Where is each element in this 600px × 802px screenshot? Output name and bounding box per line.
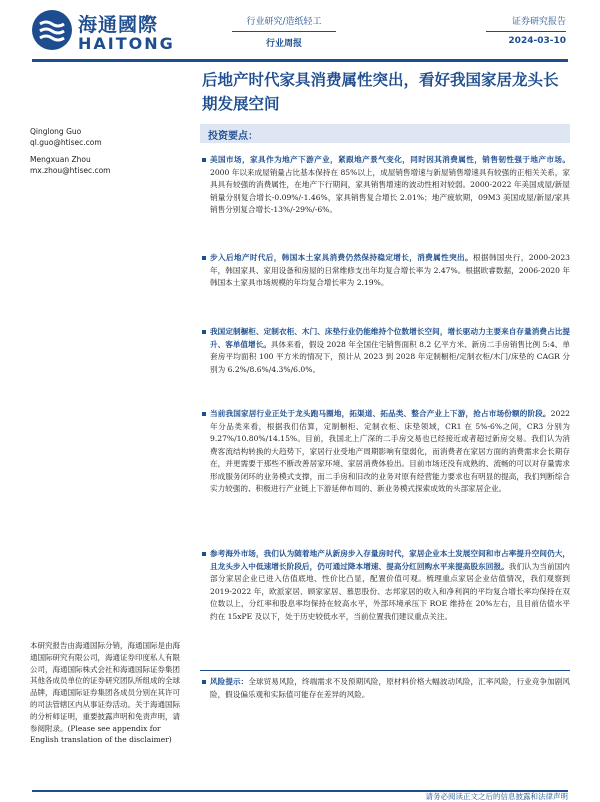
haitong-logo-icon — [32, 10, 72, 50]
header-doc-type: 证券研究报告 — [486, 14, 566, 32]
logo-english-name: HAITONG — [78, 34, 175, 53]
bullet-headline: 步入后地产时代后，韩国本土家具消费仍然保持稳定增长，消费属性突出。 — [210, 253, 473, 262]
distribution-disclaimer: 本研究报告由海通国际分销，海通国际是由海通国际研究有限公司，海通证券印度私人有限公司，海通国际株式会社和海通国际证券集团其他各成员单位的证券研究团队所组成的全球品牌，海通国际证券集团各成员分别在其许可的司法管辖区内从事证券活动。关于海通国际的分析师证明，重要披露声明和免责声明，请参阅附录。(Please see appendix for English translation of the disclaimer) — [30, 641, 180, 745]
header-date: 2024-03-10 — [508, 36, 566, 46]
risk-warning — [200, 676, 570, 701]
bullet-icon — [202, 330, 206, 334]
section-title: 投资要点： — [208, 131, 258, 142]
analyst-email[interactable]: mx.zhou@htisec.com — [30, 166, 111, 175]
bullet-icon — [202, 680, 206, 684]
bullet-point — [200, 252, 570, 290]
header-report-type: 行业周报 — [265, 39, 302, 49]
bullet-icon — [202, 552, 206, 556]
bullet-headline: 参考海外市场，我们认为随着地产从新房步入存量房时代，家居企业本土发展空间和市占率提升空间仍大，且龙头步入中低速增长阶段后，仍可通过降本增速、提高分红回购水平来提高股东回报。 — [210, 549, 570, 571]
company-logo — [32, 8, 190, 54]
header-category: 行业研究/造纸轻工 — [232, 14, 336, 32]
header-divider — [32, 59, 568, 62]
header-category-block — [232, 14, 336, 49]
analyst-email[interactable]: ql.guo@htisec.com — [30, 138, 102, 147]
bullet-headline: 我国定制橱柜、定制衣柜、木门、床垫行业仍能维持个位数增长空间，增长驱动力主要来自存量消费占比提升、客单值增长。 — [210, 327, 570, 349]
risk-divider — [200, 670, 570, 671]
header-doc-block — [486, 14, 566, 46]
bullet-icon — [202, 158, 206, 162]
investment-highlights-header — [200, 124, 570, 143]
bullet-point — [200, 408, 570, 496]
bullet-body: 2000 年以来成屋销量占比基本保持在 85%以上，成屋销售增速与新屋销售增速具有较强的正相关关系，家具具有较强的消费属性，在地产下行期间，家具销售增速的波动性相对较弱。2000-2022 年美国成屋/新屋销量分别复合增长-0.09%/-1.46%，家具销售复合增长 2.01%；地产疲软期，09M3 美国成屋/新屋/家具销售分别复合增长-13%/-29%/-6%。 — [210, 167, 570, 214]
bullet-headline: 当前我国家居行业正处于龙头跑马圈地，拓渠道、拓品类、整合产业上下游，抢占市场份额的阶段。 — [210, 409, 551, 418]
bullet-point — [200, 548, 570, 623]
analyst-block — [30, 154, 111, 176]
footer-disclaimer: 请务必阅读正文之后的信息披露和法律声明 — [425, 792, 568, 801]
bullet-body: 具体来看，假设 2028 年全国住宅销售面积 8.2 亿平方米、新房二手房销售比例 5:4、单套房平均面积 100 平方米的情况下，预计从 2023 到 2028 年定制橱柜/定制衣柜/木门/床垫的 CAGR 分别为 6.2%/8.6%/4.3%/6.0%。 — [210, 339, 570, 374]
bullet-point — [200, 326, 570, 376]
bullet-point — [200, 154, 570, 217]
risk-label: 风险提示： — [210, 677, 249, 686]
analyst-name: Mengxuan Zhou — [30, 155, 91, 164]
report-title: 后地产时代家具消费属性突出，看好我国家居龙头长期发展空间 — [202, 70, 559, 113]
logo-chinese-name: 海通國際 — [78, 14, 159, 36]
analyst-block — [30, 126, 102, 148]
bullet-icon — [202, 412, 206, 416]
analyst-name: Qinglong Guo — [30, 127, 82, 136]
bullet-body: 2022 年分品类来看，根据我们估算，定制橱柜、定制衣柜、床垫领域，CR1 在 5%-6%之间，CR3 分别为 9.27%/10.80%/14.15%。目前，我国北上广深的二手房交易也已经接近或者超过新房交易。我们认为消费客流结构转换的大趋势下，家居行业受地产周期影响有望弱化，而消费者在家居方面的消费需求会长期存在，并更需要于那些不断改善居家环境、家居消费体验出。目前市场还没有成熟的、流畅的可以对存量需求形成服务闭环的业务模式支撑，而二手房和旧改的业务对原有经营能力要求也有明显的提高，我们判断综合实力较强的、积极进行产业链上下游延伸布局的、新业务模式探索成效的头部家居企业。 — [210, 409, 570, 493]
bullet-body: 根据韩国央行，2000-2023 年，韩国家具、家用设备和房屋的日常维修支出年均复合增长率为 2.47%。根据欧睿数据，2006-2020 年韩国本土家具市场规模的年均复合增长率为 2.19%。 — [210, 253, 571, 287]
bullet-body: 我们认为当前国内部分家居企业已进入估值底地、性价比凸显，配置价值可观。梳理重点家居企业估值情况，我们观察到 2019-2022 年，欧派家居、顾家家居、慕思股份、志邦家居的收入和净利润的平均复合增长率均保持在双位数以上，分红率和股息率均保持在较高水平，外部环境承压下 ROE 维持在 20%左右，且目前估值水平约在 15xPE 及以下，处于历史较低水平，当前位置我们建议重点关注。 — [210, 561, 571, 621]
bullet-headline: 美国市场，家具作为地产下游产业，紧跟地产景气变化，同时因其消费属性，销售韧性强于地产市场。 — [210, 155, 570, 164]
bullet-icon — [202, 256, 206, 260]
risk-text: 全球贸易风险，终端需求不及预期风险，原材料价格大幅波动风险，汇率风险，行业竞争加剧风险，假设偏乐观和实际值可能存在差异的风险。 — [210, 677, 571, 699]
